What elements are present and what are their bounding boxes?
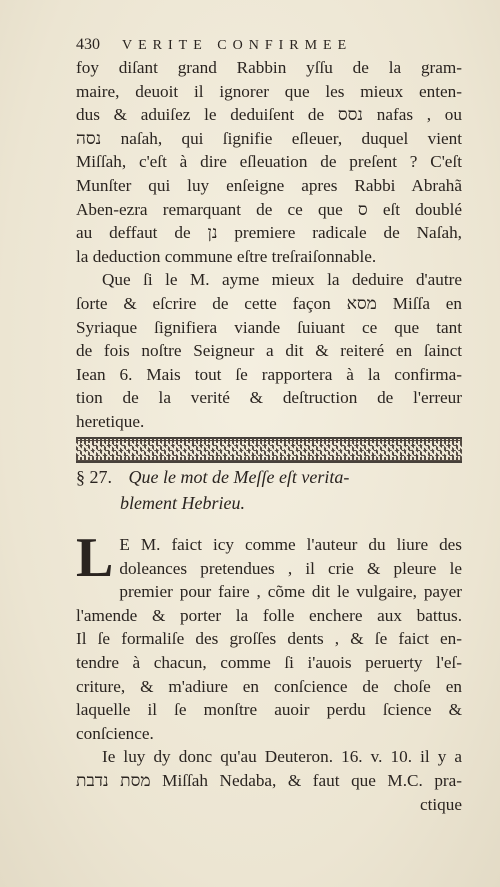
text-line: ſorte & eſcrire de cette façon מסא Miſſa en (76, 293, 462, 313)
text-line: tion de la verité & deſtruction de l'erreur (76, 388, 462, 408)
text-line: heretique. (76, 411, 145, 431)
text-line: maire, deuoit il ignorer que les mieux enten- (76, 81, 462, 101)
text-line: E M. faict icy comme l'auteur du liure des (119, 535, 462, 554)
text-line: Que ſi le M. ayme mieux la deduire d'autre (102, 270, 462, 290)
text-line: premier pour faire , cõme dit le vulgaire, payer (119, 582, 462, 602)
text-line: criture, & m'adiure en conſcience de choſe en (76, 676, 462, 696)
text-line: dus & aduiſez le deduiſent de נסס nafas , ou (76, 105, 462, 125)
section-number: § 27. (76, 467, 112, 487)
section-title-line2: blement Hebrieu. (120, 493, 245, 513)
page-header (76, 36, 460, 54)
text-line: conſcience. (76, 723, 154, 743)
text-line: de fois noſtre Seigneur a dit & reiteré en ſainct (76, 341, 462, 361)
text-line: l'amende & porter la folle enchere aux battus. (76, 605, 462, 625)
text-line: foy diſant grand Rabbin yſſu de la gram- (76, 58, 462, 77)
text-line: laquelle il ſe monſtre auoir perdu ſcience & (76, 700, 462, 720)
body-text-bottom (76, 527, 462, 816)
text-line: tendre à chacun, comme ſi i'auois peruerty l'eſ- (76, 652, 462, 672)
running-title: VERITE CONFIRMEE (122, 38, 353, 53)
ornament-pattern (76, 443, 462, 457)
text-line: Il ſe formaliſe des groſſes dents , & ſe faict en- (76, 629, 462, 649)
text-line: doleances pretendues , il crie & pleure le (119, 558, 462, 578)
text-line: נסה naſah, qui ſignifie eſleuer, duquel vient (76, 128, 462, 148)
page-number: 430 (76, 36, 100, 53)
ornamental-divider (76, 437, 462, 463)
catchword: ctique (420, 794, 462, 814)
text-line: Aben-ezra remarquant de ce que ס eſt doublé (76, 199, 462, 219)
text-line: Syriaque ſignifiera viande ſuiuant ce que tant (76, 317, 462, 337)
section-heading (76, 464, 462, 516)
text-line: Iean 6. Mais tout ſe rapportera à la confirma- (76, 364, 462, 384)
drop-cap: L (76, 527, 114, 589)
body-text-top (76, 56, 462, 434)
text-line: Munſter qui luy enſeigne apres Rabbi Abrahã (76, 175, 462, 195)
text-line: au deffaut de נן premiere radicale de Naſah, (76, 223, 462, 243)
section-title-line1: Que le mot de Meſſe eſt verita- (128, 467, 350, 487)
text-line: מסת נדבת Miſſah Nedaba, & faut que M.C. pra- (76, 770, 462, 790)
text-line: Ie luy dy donc qu'au Deuteron. 16. v. 10. il y a (102, 747, 462, 767)
text-line: la deduction commune eſtre treſraiſonnable. (76, 246, 377, 266)
text-line: Miſſah, c'eſt à dire eſleuation de preſent ? C'eſt (76, 152, 462, 172)
